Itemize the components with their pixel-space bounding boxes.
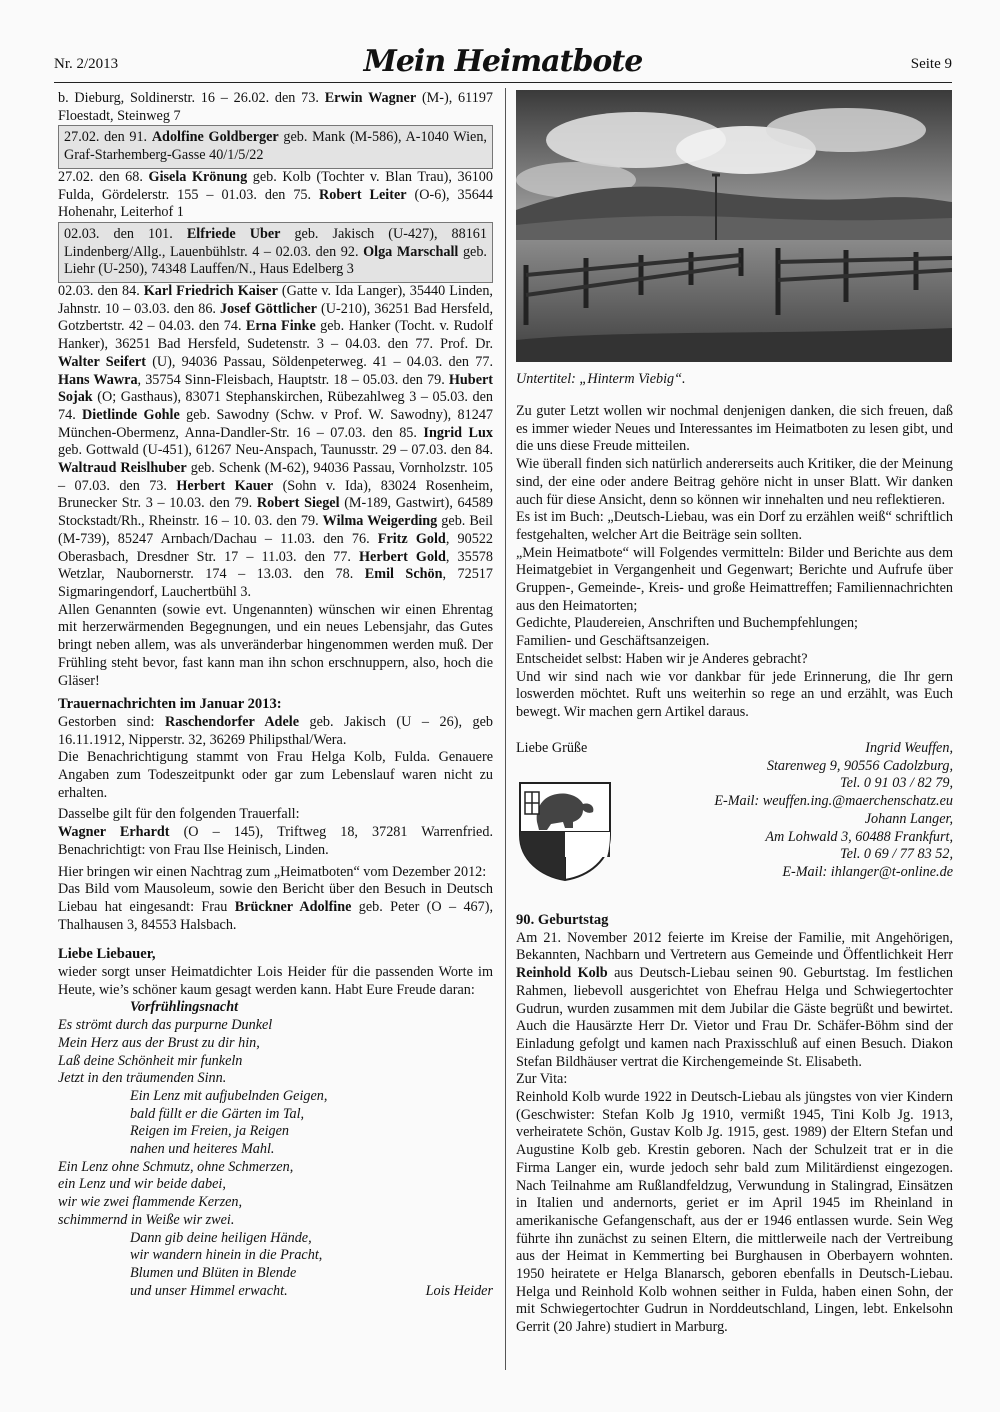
purpose-paragraph: „Mein Heimatbote“ will Folgendes vermitteln: Bilder und Berichte aus dem Heimatgebiet in Vergangenheit und Gegenwart; Berichte und Aufrufe über Gruppen-, Gemeinde-, Kreis- und große Heimattreffen; Familiennachrichten aus den Heimatorten; [516, 544, 953, 614]
contact-email: E-Mail: ihlanger@t-online.de [782, 863, 953, 880]
greeting-heading: Liebe Liebauer, [58, 946, 156, 963]
contact-phone: Tel. 0 69 / 77 83 52, [840, 846, 953, 863]
poem-line: ein Lenz und wir beide dabei, [58, 1176, 226, 1193]
poem-line: Ein Lenz ohne Schmutz, ohne Schmerzen, [58, 1158, 294, 1175]
mourning-heading: Trauernachrichten im Januar 2013: [58, 696, 282, 713]
poem-line: Mein Herz aus der Brust zu dir hin, [58, 1034, 260, 1051]
birthday-paragraph: Am 21. November 2012 feierte im Kreise der Familie, mit Angehörigen, Bekannten, Nachbarn und Vertretern aus Gemeinde und Öffentlichkeit Herr Reinhold Kolb aus Deutsch-Liebau seinen 90. Geburtstag. Im festlichen Rahmen, liebevoll ausgerichtet von Ehefrau Helga und Schwiegertochter Gudrun, wurden zusammen mit dem Jubilar die Gäste begrüßt und bewirtet. Auch die Hausärzte Herr Dr. Vietor und Frau Dr. Schäfer-Böhm sind der Einladung gefolgt und kamen nach Praxisschluß auf einen Besuch. Diakon Stefan Bildhäuser vertrat die Kirchengemeinde St. Elisabeth. [516, 929, 953, 1070]
signoff: Liebe Grüße [516, 740, 588, 756]
poem-final-line [130, 1283, 493, 1301]
critics-paragraph: Wie überall finden sich natürlich andererseits auch Kritiker, die der Meinung sind, der eine oder andere Beitrag gehöre nicht in unser Blatt. Wir danken auch für diese Ansicht, denn so können wir innehalten und neu reflektieren. [516, 456, 953, 508]
mourning-note: Die Benachrichtigung stammt von Frau Helga Kolb, Fulda. Genauere Angaben zum Todeszeitpunkt oder gar zum Lebenslauf waren nicht zu erhalten. [58, 749, 493, 801]
contact-name: Ingrid Weuffen, [865, 740, 953, 756]
poem [58, 999, 493, 1300]
poem-line: wir wandern hinein in die Pracht, [130, 1247, 323, 1264]
poem-line: Ein Lenz mit aufjubelnden Geigen, [130, 1087, 328, 1104]
mourning-entry: Wagner Erhardt (O – 145), Triftweg 18, 37281 Warrenfried. Benachrichtigt: von Frau Ilse Heinisch, Linden. [58, 824, 493, 858]
request-paragraph: Und wir sind nach wie vor dankbar für jede Erinnerung, die Ihr gern loswerden möchtet. Ruft uns weiterhin so rege an und erzählt, was Euch bewegt. Wir machen gern Artikel daraus. [516, 668, 953, 720]
thanks-paragraph: Zu guter Letzt wollen wir nochmal denjenigen danken, die sich freuen, daß es immer wieder Neues und Interessantes im Heimatboten zu lesen gibt, und die uns diese Freude mitteilen. [516, 403, 953, 455]
poem-line: Blumen und Blüten in Blende [130, 1265, 297, 1281]
page-number: Seite 9 [910, 56, 952, 72]
vita-paragraph: Reinhold Kolb wurde 1922 in Deutsch-Liebau als jüngstes von vier Kindern (Geschwister: Stefan Kolb Jg 1910, vermißt 1945, Tini Kolb Jg. 1913, verheiratete Schön, Gustav Kolb Jg. 1915, gest. 1989) der Eltern Stefan und Augustine Kolb geb. Krestin geboren. Nach der Schulzeit trat er in die Firma Langer ein, wurde jedoch sehr bald zum Militärdienst eingezogen. Nach Teilnahme am Rußlandfeldzug, Verwundung in Stalingrad, Einsätzen in Italien und andernorts, geriet er im April 1945 im Rheinland in amerikanische Gefangenschaft, aus der er 1946 entlassen wurde. Sein Weg führte ihn zunächst zu seinen Eltern, die mittlerweile nach der Vertreibung aus der Heimat in Kemmerting bei Burghausen in Oberbayern wohnten. 1950 heiratete er Helga Blanarsch, geboren ebenfalls in Deutsch-Liebau. Helga und Reinhold Kolb wohnen seither in Fulda, haben einen Sohn, der mit Schwiegertochter Gudrun in Norddeutschland, Lingen, lebt. Enkelsohn Gerrit (20 Jahre) studiert in Marburg. [516, 1089, 953, 1336]
birthday-entry: b. Dieburg, Soldinerstr. 16 – 26.02. den 73. Erwin Wagner (M-), 61197 Floestadt, Steinweg 7 [58, 90, 494, 124]
poem-line: Dann gib deine heiligen Hände, [130, 1229, 312, 1246]
birthday-entry: 27.02. den 68. Gisela Krönung geb. Kolb (Tochter v. Blan Trau), 36100 Fulda, Gördelerstr. 155 – 01.03. den 75. Robert Leiter (O-6), 35644 Hohenahr, Leiterhof 1 [58, 168, 493, 221]
birthday-heading: 90. Geburtstag [516, 912, 609, 928]
vita-label: Zur Vita: [516, 1071, 568, 1088]
purpose-line: Familien- und Geschäftsanzeigen. [516, 633, 710, 650]
birthday-article [516, 912, 953, 1337]
poem-line: Es strömt durch das purpurne Dunkel [58, 1017, 273, 1034]
landscape-photo-image [516, 90, 952, 362]
page-header [54, 44, 952, 84]
purpose-line: Gedichte, Plaudereien, Anschriften und Buchempfehlungen; [516, 615, 858, 632]
poem-line: Jetzt in den träumenden Sinn. [58, 1070, 227, 1087]
contact-address: Am Lohwald 3, 60488 Frankfurt, [765, 828, 953, 845]
highlight-box-1: 27.02. den 91. Adolfine Goldberger geb. Mank (M-586), A-1040 Wien, Graf-Starhemberg-Gasse 40/1/5/22 [58, 125, 493, 168]
contact-email: E-Mail: weuffen.ing.@maerchenschatz.eu [714, 793, 953, 810]
mourning-note: Dasselbe gilt für den folgenden Trauerfall: [58, 806, 300, 823]
issue-number: Nr. 2/2013 [54, 56, 119, 72]
poem-line: wir wie zwei flammende Kerzen, [58, 1194, 243, 1211]
coat-of-arms-icon [517, 780, 613, 882]
birthday-list: 02.03. den 84. Karl Friedrich Kaiser (Gatte v. Ida Langer), 35440 Linden, Jahnstr. 10 – 03.03. den 86. Josef Göttlicher (U-210), 36251 Bad Hersfeld, Gotzbertstr. 42 – 04.03. den 74. Erna Finke geb. Hanker (Tocht. v. Rudolf Hanker), 36251 Bad Hersfeld, Sudetenstr. 3 – 04.03. den 77. Prof. Dr. Walter Seifert (U), 94036 Passau, Söldenpeterweg. 41 – 04.03. den 77. Hans Wawra, 35754 Sinn-Fleisbach, Hauptstr. 18 – 05.03. den 79. Hubert Sojak (O; Gasthaus), 83071 Stephanskirchen, Rübezahlweg 3 – 05.03. den 74. Dietlinde Gohle geb. Sawodny (Schw. v Prof. W. Sawodny), 81247 München-Obermenz, Anna-Dandler-Str. 16 – 07.03. den 85. Ingrid Lux geb. Gottwald (U-451), 61267 Neu-Anspach, Taunusstr. 29 – 07.03. den 84. Waltraud Reislhuber geb. Schenk (M-62), 94036 Passau, Vornholzstr. 105 – 07.03. den 73. Herbert Kauer (Sohn v. Ida), 83024 Rosenheim, Brunecker Str. 3 – 10.03. den 79. Robert Siegel (M-189, Gastwirt), 64589 Stockstadt/Rh., Rheinstr. 16 – 10. 03. den 79. Wilma Weigerding geb. Beil (M-739), 85247 Arnbach/Dachau – 11.03. den 76. Fritz Gold, 90522 Oberasbach, Dresdner Str. 17 – 11.03. den 77. Herbert Gold, 35578 Wetzlar, Naubornerstr. 174 – 13.03. den 78. Emil Schön, 72517 Sigmaringendorf, Lauchertbühl 3. [58, 283, 494, 600]
photo-caption: Untertitel: „Hinterm Viebig“. [516, 371, 686, 387]
poem-line: bald füllt er die Gärten im Tal, [130, 1105, 305, 1122]
poem-title: Vorfrühlingsnacht [130, 999, 239, 1016]
masthead-title: Mein Heimatbote [363, 44, 643, 79]
poem-line: nahen und heiteres Mahl. [130, 1141, 275, 1158]
greeting-paragraph: wieder sorgt unser Heimatdichter Lois Heider für die passenden Worte im Heute, wie’s schöner kaum gesagt werden kann. Habt Eure Freude daran: [58, 964, 493, 998]
poem-line: und unser Himmel erwacht. [130, 1282, 288, 1299]
highlight-box-2: 02.03. den 101. Elfriede Uber geb. Jakisch (U-427), 88161 Lindenberg/Allg., Lauenbühlstr. 4 – 02.03. den 92. Olga Marschall geb. Liehr (U-250), 74348 Lauffen/N., Haus Edelberg 3 [58, 222, 493, 283]
mourning-entry: Gestorben sind: Raschendorfer Adele geb. Jakisch (U – 26), geb 16.11.1912, Nipperstr. 32, 36269 Philipsthal/Wera. [58, 713, 494, 748]
addendum-entry: Das Bild vom Mausoleum, sowie den Bericht über den Besuch in Deutsch Liebau hat eingesandt: Frau Brückner Adolfine geb. Peter (O – 467), Thalhausen 3, 84553 Halsbach. [58, 881, 494, 933]
wishes-paragraph: Allen Genannten (sowie evt. Ungenannten) wünschen wir einen Ehrentag mit herzerwärmenden Begegnungen, und ein neues Lebensjahr, das Gutes bringt neben allem, was als unveränderbar hingenommen werden muß. Der Frühling steht bevor, fast kann man ihn schon erschnuppern, also, hoch die Gläser! [58, 601, 493, 689]
header-rule [54, 82, 952, 83]
contact-address: Starenweg 9, 90556 Cadolzburg, [766, 757, 953, 774]
column-divider [505, 88, 506, 1370]
poem-line: Laß deine Schönheit mir funkeln [58, 1052, 243, 1069]
landscape-photo [516, 90, 952, 362]
right-column [516, 403, 953, 722]
contact-name: Johann Langer, [864, 810, 953, 827]
question-line: Entscheidet selbst: Haben wir je Anderes gebracht? [516, 650, 808, 667]
contact-list [714, 740, 953, 882]
poem-line: Reigen im Freien, ja Reigen [130, 1123, 290, 1140]
book-paragraph: Es ist im Buch: „Deutsch-Liebau, was ein Dorf zu erzählen weiß“ schriftlich festgehalten, welcher Art die Beiträge sein sollten. [516, 509, 953, 543]
poem-line: schimmernd in Weiße wir zwei. [58, 1211, 235, 1228]
addendum-note: Hier bringen wir einen Nachtrag zum „Heimatboten“ vom Dezember 2012: [58, 863, 487, 880]
contact-phone: Tel. 0 91 03 / 82 79, [840, 775, 953, 792]
poem-author: Lois Heider [425, 1282, 493, 1299]
left-column [58, 90, 493, 1300]
